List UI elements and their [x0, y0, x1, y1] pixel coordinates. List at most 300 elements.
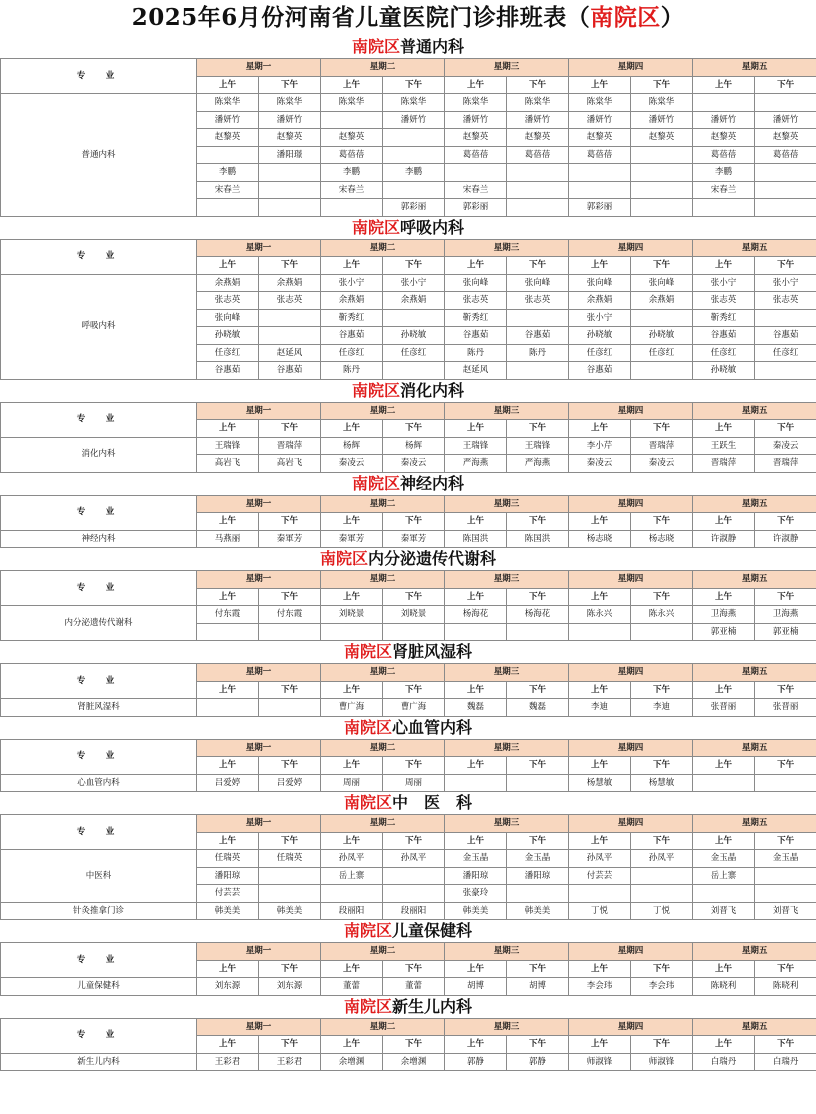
doctor-cell: 杨海花 — [445, 606, 507, 624]
doctor-cell: 潘妍竹 — [507, 111, 569, 129]
doctor-cell: 董蕾 — [321, 978, 383, 996]
doctor-cell: 丁悦 — [631, 902, 693, 920]
doctor-cell: 任彦红 — [569, 344, 631, 362]
doctor-cell: 曹广海 — [321, 699, 383, 717]
doctor-cell: 严海燕 — [445, 455, 507, 473]
afternoon-header: 下午 — [507, 588, 569, 606]
district-label: 南院区 — [343, 717, 392, 737]
specialty-header: 专 业 — [1, 571, 197, 606]
doctor-cell: 丁悦 — [569, 902, 631, 920]
specialty-header: 专 业 — [1, 59, 197, 94]
doctor-cell: 陈棠华 — [569, 94, 631, 112]
doctor-cell: 杨辉 — [383, 437, 445, 455]
specialty-label: 心血管内科 — [1, 774, 197, 792]
schedule-section — [0, 920, 816, 996]
afternoon-header: 下午 — [755, 960, 816, 978]
afternoon-header: 下午 — [755, 420, 816, 438]
doctor-cell: 余燕娟 — [259, 274, 321, 292]
doctor-cell — [197, 699, 259, 717]
schedule-table — [0, 58, 816, 217]
doctor-cell: 赵黎英 — [445, 129, 507, 147]
doctor-cell: 秦凌云 — [321, 455, 383, 473]
doctor-cell: 张晋丽 — [693, 699, 755, 717]
doctor-cell: 赵黎英 — [693, 129, 755, 147]
afternoon-header: 下午 — [259, 757, 321, 775]
afternoon-header: 下午 — [755, 257, 816, 275]
doctor-cell: 吕爱婷 — [197, 774, 259, 792]
day-header: 星期三 — [445, 739, 569, 757]
doctor-cell: 周丽 — [383, 774, 445, 792]
day-header: 星期二 — [321, 402, 445, 420]
doctor-cell: 刘东源 — [259, 978, 321, 996]
doctor-cell — [755, 362, 816, 380]
day-header: 星期二 — [321, 664, 445, 682]
day-header-row — [1, 571, 816, 589]
doctor-cell: 秦軍芳 — [321, 530, 383, 548]
doctor-cell: 孙凤平 — [321, 850, 383, 868]
doctor-cell: 谷惠茹 — [507, 327, 569, 345]
morning-header: 上午 — [445, 76, 507, 94]
doctor-cell: 潘阳琼 — [445, 867, 507, 885]
day-header: 星期五 — [693, 571, 816, 589]
schedule-table — [0, 239, 816, 380]
table-row — [1, 850, 816, 868]
doctor-cell — [755, 309, 816, 327]
schedule-sections — [0, 36, 816, 1071]
afternoon-header: 下午 — [383, 757, 445, 775]
doctor-cell: 付东霞 — [197, 606, 259, 624]
doctor-cell: 杨志晓 — [569, 530, 631, 548]
doctor-cell: 张小宁 — [383, 274, 445, 292]
doctor-cell: 张志英 — [693, 292, 755, 310]
section-title — [0, 996, 816, 1018]
afternoon-header: 下午 — [507, 1036, 569, 1054]
day-header: 星期五 — [693, 739, 816, 757]
doctor-cell — [507, 774, 569, 792]
section-title — [0, 920, 816, 942]
morning-header: 上午 — [569, 681, 631, 699]
doctor-cell: 魏磊 — [445, 699, 507, 717]
day-header: 星期一 — [197, 943, 321, 961]
doctor-cell: 潘妍竹 — [383, 111, 445, 129]
doctor-cell — [197, 623, 259, 641]
day-header: 星期一 — [197, 664, 321, 682]
morning-header: 上午 — [197, 1036, 259, 1054]
day-header: 星期五 — [693, 664, 816, 682]
doctor-cell — [693, 199, 755, 217]
doctor-cell: 张向峰 — [445, 274, 507, 292]
doctor-cell: 靳秀红 — [445, 309, 507, 327]
doctor-cell: 任彦红 — [197, 344, 259, 362]
morning-header: 上午 — [445, 681, 507, 699]
doctor-cell — [631, 362, 693, 380]
doctor-cell: 潘妍竹 — [755, 111, 816, 129]
morning-header: 上午 — [693, 832, 755, 850]
day-header: 星期二 — [321, 59, 445, 77]
morning-header: 上午 — [197, 513, 259, 531]
morning-header: 上午 — [197, 257, 259, 275]
doctor-cell — [631, 885, 693, 903]
afternoon-header: 下午 — [259, 681, 321, 699]
doctor-cell: 陈永兴 — [631, 606, 693, 624]
doctor-cell: 宋春兰 — [445, 181, 507, 199]
doctor-cell: 刘东源 — [197, 978, 259, 996]
day-header: 星期五 — [693, 1018, 816, 1036]
doctor-cell: 秦凌云 — [569, 455, 631, 473]
afternoon-header: 下午 — [383, 681, 445, 699]
doctor-cell: 秦軍芳 — [383, 530, 445, 548]
day-header-row — [1, 739, 816, 757]
afternoon-header: 下午 — [507, 76, 569, 94]
afternoon-header: 下午 — [507, 960, 569, 978]
table-row — [1, 437, 816, 455]
schedule-section — [0, 380, 816, 473]
day-header: 星期二 — [321, 1018, 445, 1036]
doctor-cell — [631, 309, 693, 327]
doctor-cell: 许淑静 — [755, 530, 816, 548]
afternoon-header: 下午 — [259, 1036, 321, 1054]
doctor-cell — [321, 111, 383, 129]
doctor-cell: 郭静 — [507, 1053, 569, 1071]
doctor-cell: 孙晓敏 — [197, 327, 259, 345]
doctor-cell: 金玉晶 — [507, 850, 569, 868]
specialty-header: 专 业 — [1, 402, 197, 437]
doctor-cell: 吕爱婷 — [259, 774, 321, 792]
doctor-cell — [693, 774, 755, 792]
section-title — [0, 792, 816, 814]
schedule-section — [0, 792, 816, 920]
doctor-cell: 白瑞丹 — [755, 1053, 816, 1071]
afternoon-header: 下午 — [507, 757, 569, 775]
afternoon-header: 下午 — [383, 1036, 445, 1054]
day-header: 星期五 — [693, 402, 816, 420]
day-header-row — [1, 239, 816, 257]
doctor-cell: 陈晓利 — [693, 978, 755, 996]
doctor-cell: 李小芹 — [569, 437, 631, 455]
doctor-cell: 余燕娟 — [197, 274, 259, 292]
doctor-cell: 孙晓敏 — [631, 327, 693, 345]
day-header: 星期五 — [693, 239, 816, 257]
doctor-cell: 王彩君 — [197, 1053, 259, 1071]
doctor-cell: 张小宁 — [693, 274, 755, 292]
doctor-cell: 潘妍竹 — [259, 111, 321, 129]
specialty-header: 专 业 — [1, 815, 197, 850]
doctor-cell — [445, 774, 507, 792]
section-title — [0, 717, 816, 739]
morning-header: 上午 — [693, 513, 755, 531]
district-label: 南院区 — [343, 921, 392, 940]
doctor-cell: 潘妍竹 — [693, 111, 755, 129]
doctor-cell: 陈国洪 — [445, 530, 507, 548]
day-header: 星期二 — [321, 739, 445, 757]
day-header: 星期二 — [321, 815, 445, 833]
table-row — [1, 902, 816, 920]
morning-header: 上午 — [445, 257, 507, 275]
day-header: 星期四 — [569, 664, 693, 682]
section-name: 新生儿内科 — [392, 996, 473, 1016]
doctor-cell — [383, 146, 445, 164]
morning-header: 上午 — [569, 513, 631, 531]
morning-header: 上午 — [321, 76, 383, 94]
doctor-cell: 孙晓敏 — [569, 327, 631, 345]
table-row — [1, 774, 816, 792]
doctor-cell: 张小宁 — [321, 274, 383, 292]
doctor-cell: 杨慧敏 — [569, 774, 631, 792]
afternoon-header: 下午 — [383, 513, 445, 531]
afternoon-header: 下午 — [507, 832, 569, 850]
doctor-cell: 王瑞锋 — [445, 437, 507, 455]
doctor-cell — [755, 867, 816, 885]
afternoon-header: 下午 — [755, 681, 816, 699]
doctor-cell: 陈丹 — [507, 344, 569, 362]
doctor-cell — [383, 867, 445, 885]
day-header: 星期五 — [693, 943, 816, 961]
doctor-cell: 葛蓓蓓 — [755, 146, 816, 164]
day-header-row — [1, 815, 816, 833]
doctor-cell: 任瑞英 — [197, 850, 259, 868]
specialty-label: 神经内科 — [1, 530, 197, 548]
doctor-cell: 陈棠华 — [197, 94, 259, 112]
schedule-section — [0, 996, 816, 1072]
district-label: 南院区 — [343, 793, 392, 812]
morning-header: 上午 — [693, 1036, 755, 1054]
afternoon-header: 下午 — [631, 76, 693, 94]
doctor-cell: 段丽阳 — [383, 902, 445, 920]
doctor-cell: 任彦红 — [755, 344, 816, 362]
doctor-cell: 潘妍竹 — [197, 111, 259, 129]
doctor-cell: 李迪 — [631, 699, 693, 717]
section-name: 心血管内科 — [392, 717, 473, 737]
doctor-cell: 陈棠华 — [259, 94, 321, 112]
doctor-cell: 陈丹 — [321, 362, 383, 380]
doctor-cell — [507, 885, 569, 903]
doctor-cell: 晋瑞萍 — [631, 437, 693, 455]
day-header: 星期三 — [445, 815, 569, 833]
doctor-cell: 陈棠华 — [631, 94, 693, 112]
morning-header: 上午 — [321, 832, 383, 850]
doctor-cell — [507, 309, 569, 327]
afternoon-header: 下午 — [631, 681, 693, 699]
afternoon-header: 下午 — [383, 257, 445, 275]
doctor-cell: 谷惠茹 — [755, 327, 816, 345]
doctor-cell: 郭亚楠 — [755, 623, 816, 641]
doctor-cell: 秦凌云 — [631, 455, 693, 473]
doctor-cell: 葛蓓蓓 — [321, 146, 383, 164]
afternoon-header: 下午 — [507, 257, 569, 275]
doctor-cell: 白瑞丹 — [693, 1053, 755, 1071]
doctor-cell — [569, 623, 631, 641]
doctor-cell: 孙晓敏 — [693, 362, 755, 380]
doctor-cell — [259, 164, 321, 182]
doctor-cell: 王瑞锋 — [507, 437, 569, 455]
day-header: 星期五 — [693, 495, 816, 513]
schedule-table — [0, 814, 816, 920]
doctor-cell: 马燕丽 — [197, 530, 259, 548]
doctor-cell: 陈国洪 — [507, 530, 569, 548]
doctor-cell: 靳秀红 — [321, 309, 383, 327]
doctor-cell: 岳上寨 — [693, 867, 755, 885]
doctor-cell: 曹广海 — [383, 699, 445, 717]
doctor-cell: 赵黎英 — [259, 129, 321, 147]
doctor-cell: 师淑锋 — [631, 1053, 693, 1071]
afternoon-header: 下午 — [631, 832, 693, 850]
day-header-row — [1, 664, 816, 682]
day-header: 星期四 — [569, 943, 693, 961]
doctor-cell: 胡博 — [507, 978, 569, 996]
doctor-cell — [569, 181, 631, 199]
afternoon-header: 下午 — [631, 1036, 693, 1054]
table-row — [1, 274, 816, 292]
section-title — [0, 641, 816, 663]
doctor-cell: 潘阳璟 — [259, 146, 321, 164]
doctor-cell — [383, 129, 445, 147]
afternoon-header: 下午 — [259, 832, 321, 850]
afternoon-header: 下午 — [259, 588, 321, 606]
doctor-cell: 付芸芸 — [197, 885, 259, 903]
day-header-row — [1, 943, 816, 961]
district-label: 南院区 — [343, 996, 392, 1016]
day-header: 星期一 — [197, 402, 321, 420]
doctor-cell: 秦凌云 — [383, 455, 445, 473]
doctor-cell: 孙凤平 — [569, 850, 631, 868]
doctor-cell: 卫海燕 — [755, 606, 816, 624]
doctor-cell — [631, 623, 693, 641]
afternoon-header: 下午 — [259, 76, 321, 94]
doctor-cell: 谷惠茹 — [569, 362, 631, 380]
doctor-cell: 郭彩丽 — [569, 199, 631, 217]
doctor-cell — [755, 774, 816, 792]
specialty-label: 内分泌遗传代谢科 — [1, 606, 197, 641]
doctor-cell: 张志英 — [755, 292, 816, 310]
table-row — [1, 606, 816, 624]
day-header: 星期四 — [569, 815, 693, 833]
afternoon-header: 下午 — [383, 832, 445, 850]
afternoon-header: 下午 — [259, 960, 321, 978]
doctor-cell — [693, 885, 755, 903]
morning-header: 上午 — [197, 960, 259, 978]
district-label: 南院区 — [351, 380, 400, 400]
doctor-cell: 岳上寨 — [321, 867, 383, 885]
doctor-cell — [259, 309, 321, 327]
doctor-cell: 孙凤平 — [383, 850, 445, 868]
day-header-row — [1, 59, 816, 77]
schedule-section — [0, 548, 816, 641]
doctor-cell: 葛蓓蓓 — [569, 146, 631, 164]
day-header: 星期四 — [569, 239, 693, 257]
doctor-cell: 潘妍竹 — [445, 111, 507, 129]
doctor-cell: 潘阳琼 — [507, 867, 569, 885]
specialty-header: 专 业 — [1, 495, 197, 530]
doctor-cell: 任彦红 — [383, 344, 445, 362]
district-label: 南院区 — [343, 642, 392, 661]
doctor-cell: 张小宁 — [569, 309, 631, 327]
afternoon-header: 下午 — [259, 257, 321, 275]
doctor-cell: 韩美美 — [507, 902, 569, 920]
schedule-section — [0, 641, 816, 717]
doctor-cell — [507, 623, 569, 641]
morning-header: 上午 — [693, 588, 755, 606]
table-row — [1, 978, 816, 996]
day-header-row — [1, 402, 816, 420]
schedule-table — [0, 663, 816, 717]
specialty-header: 专 业 — [1, 943, 197, 978]
doctor-cell: 杨慧敏 — [631, 774, 693, 792]
afternoon-header: 下午 — [755, 757, 816, 775]
specialty-label: 儿童保健科 — [1, 978, 197, 996]
doctor-cell: 李鹏 — [383, 164, 445, 182]
section-title — [0, 380, 816, 402]
day-header: 星期二 — [321, 495, 445, 513]
doctor-cell: 陈永兴 — [569, 606, 631, 624]
doctor-cell: 王瑞锋 — [197, 437, 259, 455]
schedule-table — [0, 739, 816, 793]
doctor-cell: 任瑞英 — [259, 850, 321, 868]
morning-header: 上午 — [197, 588, 259, 606]
morning-header: 上午 — [197, 832, 259, 850]
doctor-cell: 赵黎英 — [569, 129, 631, 147]
morning-header: 上午 — [321, 960, 383, 978]
specialty-label: 肾脏风湿科 — [1, 699, 197, 717]
day-header-row — [1, 495, 816, 513]
doctor-cell: 王跃生 — [693, 437, 755, 455]
doctor-cell: 赵黎英 — [631, 129, 693, 147]
doctor-cell — [631, 199, 693, 217]
doctor-cell — [321, 199, 383, 217]
doctor-cell — [569, 885, 631, 903]
doctor-cell: 晋瑞萍 — [259, 437, 321, 455]
morning-header: 上午 — [569, 257, 631, 275]
doctor-cell: 杨辉 — [321, 437, 383, 455]
day-header: 星期三 — [445, 1018, 569, 1036]
doctor-cell: 任彦红 — [321, 344, 383, 362]
doctor-cell: 高岩飞 — [259, 455, 321, 473]
schedule-section — [0, 473, 816, 549]
afternoon-header: 下午 — [383, 960, 445, 978]
doctor-cell: 陈棠华 — [445, 94, 507, 112]
doctor-cell: 孙凤平 — [631, 850, 693, 868]
day-header: 星期五 — [693, 59, 816, 77]
morning-header: 上午 — [693, 960, 755, 978]
doctor-cell — [383, 623, 445, 641]
morning-header: 上午 — [693, 257, 755, 275]
afternoon-header: 下午 — [755, 1036, 816, 1054]
afternoon-header: 下午 — [631, 757, 693, 775]
district-label: 南院区 — [351, 217, 400, 237]
day-header: 星期四 — [569, 739, 693, 757]
day-header: 星期四 — [569, 59, 693, 77]
doctor-cell: 谷惠茹 — [197, 362, 259, 380]
morning-header: 上午 — [321, 681, 383, 699]
doctor-cell: 郭静 — [445, 1053, 507, 1071]
morning-header: 上午 — [569, 76, 631, 94]
morning-header: 上午 — [197, 76, 259, 94]
doctor-cell — [693, 94, 755, 112]
day-header: 星期三 — [445, 59, 569, 77]
afternoon-header: 下午 — [755, 513, 816, 531]
morning-header: 上午 — [445, 832, 507, 850]
doctor-cell — [755, 885, 816, 903]
morning-header: 上午 — [445, 960, 507, 978]
doctor-cell: 付芸芸 — [569, 867, 631, 885]
section-name: 普通内科 — [400, 37, 465, 56]
day-header: 星期二 — [321, 239, 445, 257]
doctor-cell: 郭彩丽 — [383, 199, 445, 217]
doctor-cell — [445, 164, 507, 182]
day-header: 星期二 — [321, 943, 445, 961]
afternoon-header: 下午 — [507, 420, 569, 438]
doctor-cell — [259, 699, 321, 717]
doctor-cell: 刘晋飞 — [755, 902, 816, 920]
